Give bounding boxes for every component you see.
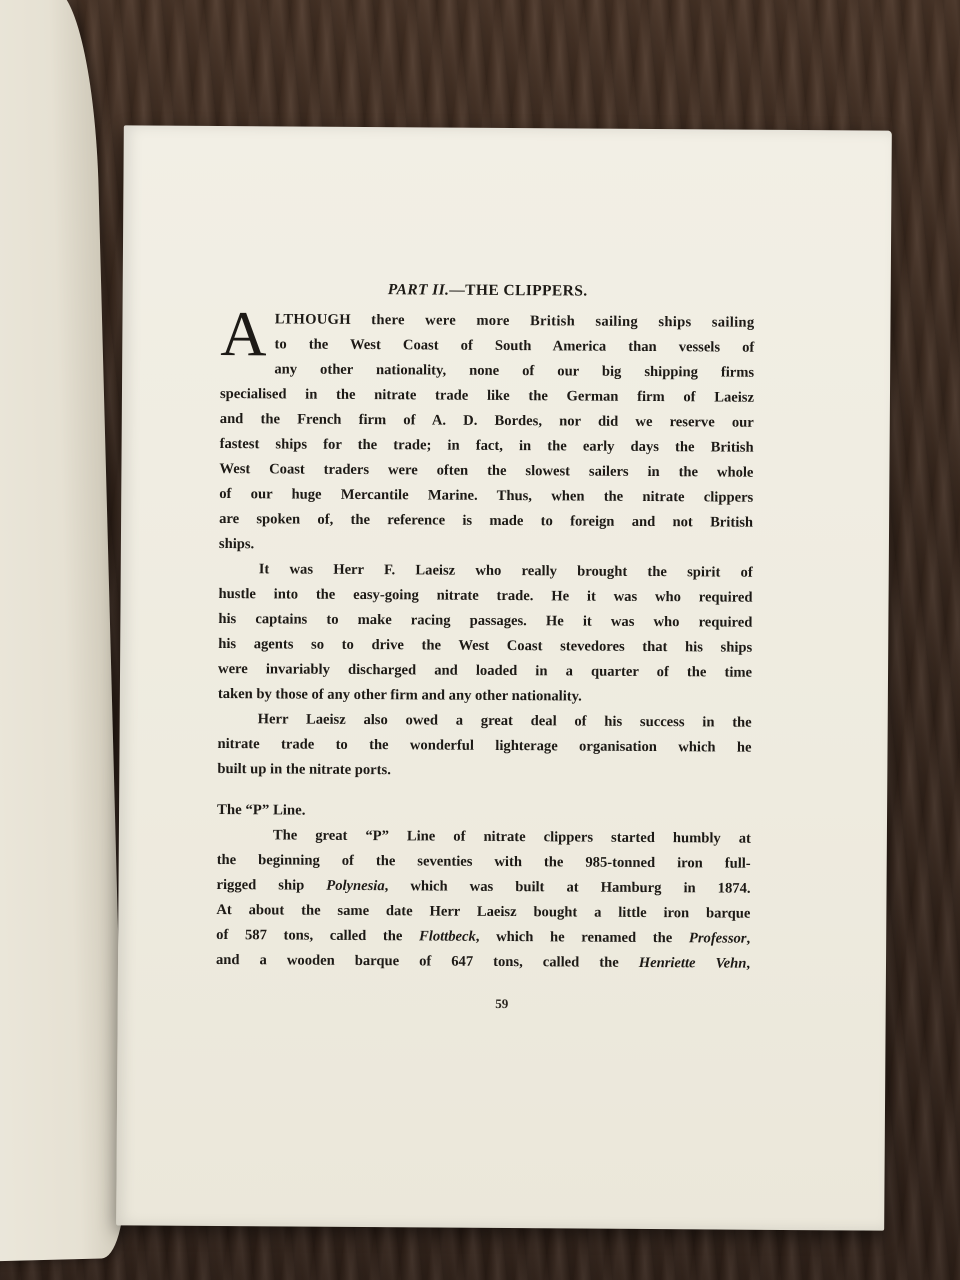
text-line: hustle into the easy-going nitrate trade. He it was who required [218,586,753,606]
left-page-edge [0,0,127,1262]
text-line: to the West Coast of South America than vessels of [274,336,755,356]
text-line: nitrate trade to the wonderful lighterage organisation which he [217,736,752,756]
page-text [216,276,755,977]
ship-name: Flottbeck [419,928,476,945]
text-line: his agents so to drive the West Coast stevedores that his ships [218,636,753,656]
text-line: built up in the nitrate ports. [217,761,391,779]
text-line: ships. [218,536,255,553]
ship-name: Professor [688,930,747,947]
text-line [216,873,750,902]
text-line: LTHOUGH there were more British sailing ships sailing [274,311,755,331]
heading-part: PART II. [387,281,450,299]
text-line: It was Herr F. Laeisz who really brought the spirit of [258,561,753,581]
section-title: The “P” Line. [217,802,306,819]
text-line: fastest ships for the trade; in fact, in the early days the British [219,436,754,456]
text-fragment: , which he renamed the [475,928,690,947]
text-fragment: , [746,955,751,972]
text-line: any other nationality, none of our big shipping firms [274,361,755,381]
text-line: Herr Laeisz also owed a great deal of his success in the [257,711,752,731]
ship-name: Polynesia [326,877,385,895]
text-line: specialised in the nitrate trade like the German firm of Laeisz [219,386,755,406]
text-line [216,923,750,952]
text-line [216,948,750,977]
page-number: 59 [495,995,509,1012]
text-line: taken by those of any other firm and any other nationality. [217,686,582,705]
paragraph-4 [216,823,751,977]
text-line: are spoken of, the reference is made to foreign and not British [219,511,754,531]
drop-cap: A [220,298,267,370]
text-fragment: rigged ship [216,876,327,894]
book-page [116,125,892,1230]
text-line: of our huge Mercantile Marine. Thus, when the nitrate clippers [219,486,754,506]
ship-name: Henriette Vehn [638,954,747,972]
text-line: were invariably discharged and loaded in a quarter of the time [217,661,753,681]
heading-title: —THE CLIPPERS. [449,281,588,300]
text-line: At about the same date Herr Laeisz bought a little iron barque [216,901,751,922]
text-fragment: , [746,930,751,947]
text-line: and the French firm of A. D. Bordes, nor did we reserve our [219,411,754,431]
text-line: his captains to make racing passages. He it was who required [218,611,753,631]
paragraph-1 [218,298,755,561]
chapter-heading [221,276,755,305]
paragraph-3 [217,707,752,786]
text-fragment: and a wooden barque of 647 tons, called the [215,951,639,971]
text-line: the beginning of the seventies with the 985-tonned iron full- [216,851,751,872]
text-fragment: of 587 tons, called the [216,926,420,945]
paragraph-2 [218,557,753,711]
text-line: West Coast traders were often the slowest sailers in the whole [219,461,754,481]
text-fragment: , which was built at Hamburg in 1874. [384,878,751,897]
text-line: The great “P” Line of nitrate clippers started humbly at [272,827,751,847]
